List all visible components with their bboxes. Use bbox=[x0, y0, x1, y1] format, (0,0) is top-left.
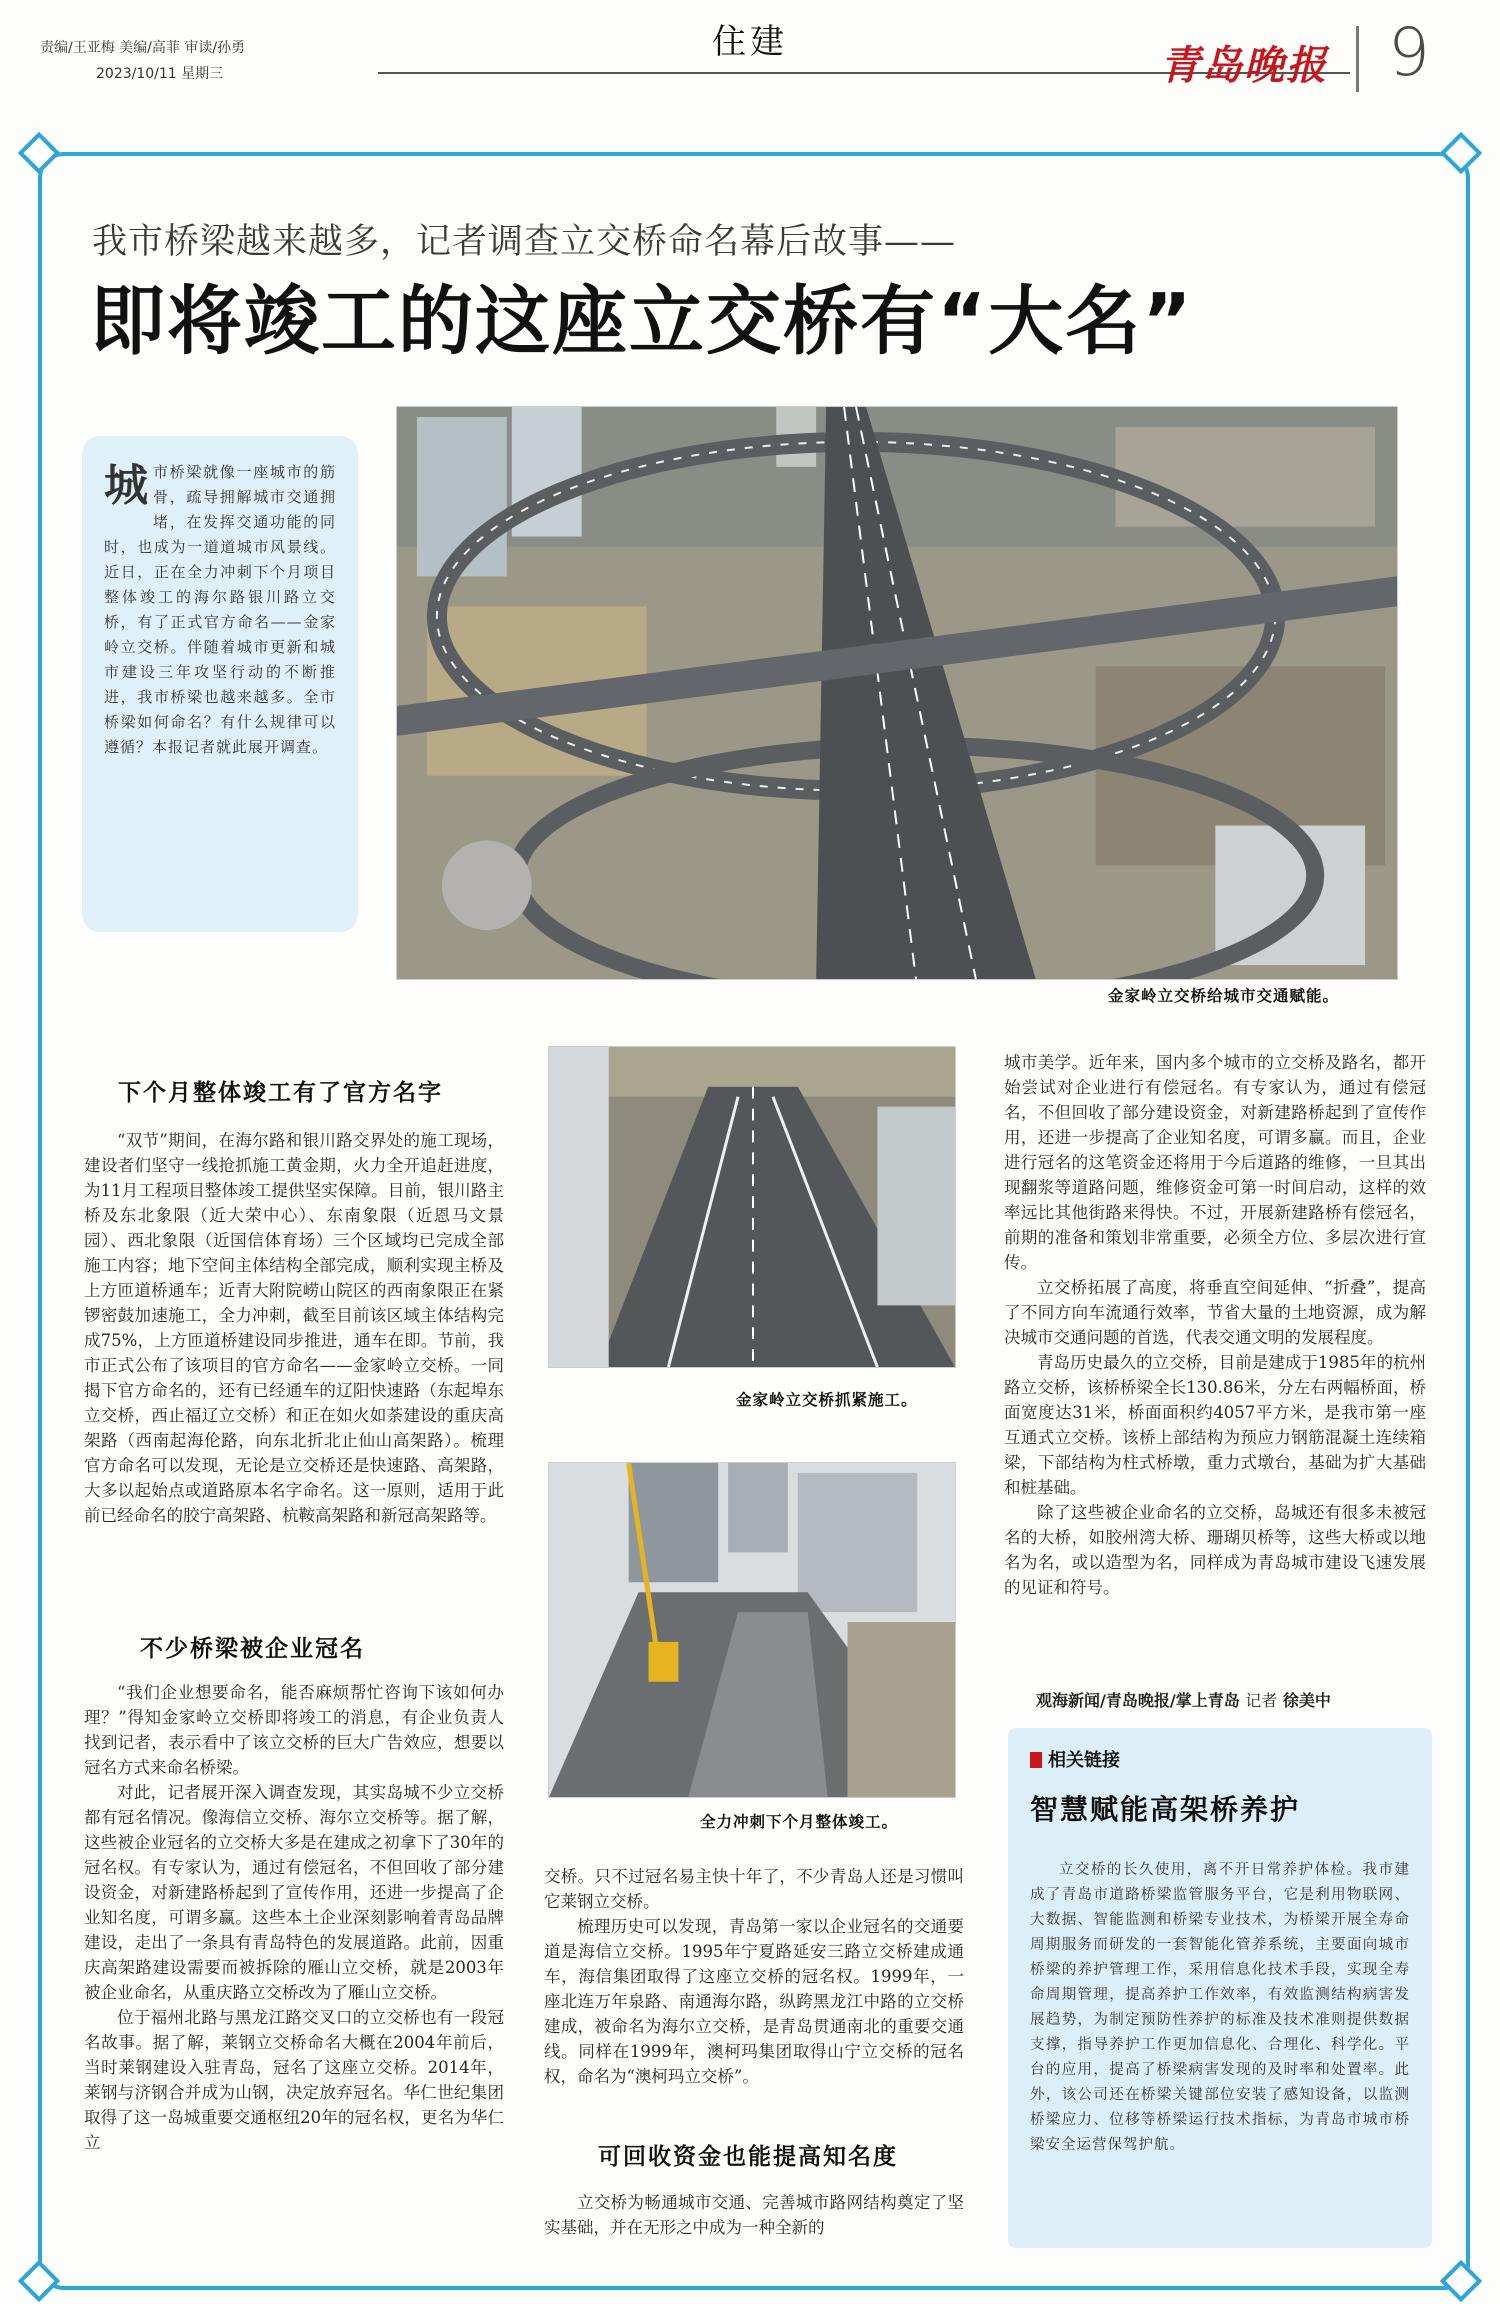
lead-dropcap: 城 bbox=[104, 460, 149, 511]
main-photo-caption: 金家岭立交桥给城市交通赋能。 bbox=[1108, 987, 1340, 1005]
tag-marker-icon bbox=[1030, 1752, 1042, 1768]
byline-source: 观海新闻/青岛晚报/掌上青岛 bbox=[1036, 1691, 1240, 1710]
headline-title: 即将竣工的这座立交桥有“大名” bbox=[90, 277, 1194, 365]
lead-box bbox=[82, 436, 358, 932]
section-label: 住建 bbox=[690, 14, 810, 68]
sidebar-text: 立交桥的长久使用，离不开日常养护体检。我市建成了青岛市道路桥梁监管服务平台，它是利用物联网、大数据、智能监测和桥梁专业技术，为桥梁开展全寿命周期服务而研发的一套智能化管养系统，主要面向城市桥梁的养护管理工作，采用信息化技术手段，实现全寿命周期管理，提高养护工作效率，有效监测结构病害发展趋势，为制定预防性养护的标准及技术准则提供数据支撑，指导养护工作更加信息化、合理化、科学化。平台的应用，提高了桥梁病害发现的及时率和处置率。此外，该公司还在桥梁关键部位安装了感知设备，以监测桥梁应力、位移等桥梁运行技术指标，为青岛市城市桥梁安全运营保驾护航。 bbox=[1030, 1862, 1410, 2153]
sidebar-title: 智慧赋能高架桥养护 bbox=[1030, 1793, 1301, 1826]
related-sidebar bbox=[1008, 1728, 1432, 2248]
col3-paragraph-4: 除了这些被企业命名的立交桥，岛城还有很多未被冠名的大桥，如胶州湾大桥、珊瑚贝桥等，这些大桥或以地名为名，或以造型为名，同样成为青岛城市建设飞速发展的见证和符号。 bbox=[1004, 1503, 1426, 1597]
col3-paragraph-1: 城市美学。近年来，国内多个城市的立交桥及路名，都开始尝试对企业进行有偿冠名。有专家认为，通过有偿冠名，不但回收了部分建设资金，对新建路桥起到了宣传作用，还进一步提高了企业知名度，可谓多赢。而且，企业进行冠名的这笔资金还将用于今后道路的维修，一旦其出现翻浆等道路问题，维修资金可第一时间启动，这样的效率远比其他街路来得快。不过，开展新建路桥有偿冠名，前期的准备和策划非常重要，必须全方位、多层次进行宣传。 bbox=[1004, 1053, 1426, 1272]
col2-continuation: 交桥。只不过冠名易主快十年了，不少青岛人还是习惯叫它莱钢立交桥。 bbox=[544, 1867, 964, 1911]
page-divider bbox=[1356, 26, 1359, 92]
section2-body bbox=[84, 1680, 504, 2155]
byline-label: 记者 bbox=[1245, 1691, 1278, 1710]
newspaper-logo: 青岛晚报 bbox=[1160, 42, 1328, 89]
section2-heading: 不少桥梁被企业冠名 bbox=[140, 1636, 365, 1662]
section1-text: “双节”期间，在海尔路和银川路交界处的施工现场，建设者们坚守一线抢抓施工黄金期，火力全开追赶进度，为11月工程项目整体竣工提供坚实保障。目前，银川路主桥及东北象限（近大荣中心）、东南象限（近恩马文景园）、西北象限（近国信体育场）三个区域均已完成全部施工内容；地下空间主体结构全部完成，顺利实现主桥及上方匝道桥通车；近青大附院崂山院区的西南象限正在紧锣密鼓加速施工，全力冲刺，截至目前该区域主体结构完成75%，上方匝道桥建设同步推进，通车在即。节前，我市正式公布了该项目的官方命名——金家岭立交桥。一同揭下官方命名的，还有已经通车的辽阳快速路（东起埠东立交桥，西止福辽立交桥）和正在如火如荼建设的重庆高架路（西南起海伦路，向东北折北止仙山高架路）。梳理官方命名可以发现，无论是立交桥还是快速路、高架路，大多以起始点或道路原本名字命名。这一原则，适用于此前已经命名的胶宁高架路、杭鞍高架路和新冠高架路等。 bbox=[84, 1131, 504, 1525]
issue-date: 2023/10/11 星期三 bbox=[96, 66, 224, 82]
low-photo bbox=[548, 1462, 956, 1798]
section2-paragraph-3: 位于福州北路与黑龙江路交叉口的立交桥也有一段冠名故事。据了解，莱钢立交桥命名大概在2004年前后，当时莱钢建设入驻青岛，冠名了这座立交桥。2014年，莱钢与济钢合并成为山钢，决定放弃冠名。华仁世纪集团取得了这一岛城重要交通枢纽20年的冠名权，更名为华仁立 bbox=[84, 2008, 504, 2152]
main-photo bbox=[396, 406, 1398, 980]
sidebar-tag bbox=[1030, 1746, 1410, 1772]
section1-heading: 下个月整体竣工有了官方名字 bbox=[118, 1080, 443, 1106]
page-number: 9 bbox=[1388, 14, 1430, 91]
section3-heading: 可回收资金也能提高知名度 bbox=[598, 2144, 898, 2170]
lead-text: 市桥梁就像一座城市的筋骨，疏导拥解城市交通拥堵，在发挥交通功能的同时，也成为一道道城市风景线。近日，正在全力冲刺下个月项目整体竣工的海尔路银川路立交桥，有了正式官方命名——金家岭立交桥。伴随着城市更新和城市建设三年攻坚行动的不断推进，我市桥梁也越来越多。全市桥梁如何命名？有什么规律可以遵循？本报记者就此展开调查。 bbox=[104, 463, 336, 756]
col2-paragraph-2: 立交桥为畅通城市交通、完善城市路网结构奠定了坚实基础，并在无形之中成为一种全新的 bbox=[544, 2193, 964, 2237]
editors-credit: 责编/王亚梅 美编/高菲 审读/孙勇 bbox=[40, 40, 246, 56]
mid-photo-caption: 金家岭立交桥抓紧施工。 bbox=[736, 1391, 918, 1409]
col3-paragraph-3: 青岛历史最久的立交桥，目前是建成于1985年的杭州路立交桥，该桥桥梁全长130.86米，分左右两幅桥面，桥面宽度达31米，桥面面积约4057平方米，是我市第一座互通式立交桥。该桥上部结构为预应力钢筋混凝土连续箱梁，下部结构为柱式桥墩，重力式墩台，基础为扩大基础和桩基础。 bbox=[1004, 1353, 1426, 1497]
mid-photo bbox=[548, 1046, 956, 1368]
col2-paragraph-1: 梳理历史可以发现，青岛第一家以企业冠名的交通要道是海信立交桥。1995年宁夏路延安三路立交桥建成通车，海信集团取得了这座立交桥的冠名权。1999年，一座北连万年泉路、南通海尔路，纵跨黑龙江中路的立交桥建成，被命名为海尔立交桥，是青岛贯通南北的重要交通线。同样在1999年，澳柯玛集团取得山宁立交桥的冠名权，命名为“澳柯玛立交桥”。 bbox=[544, 1917, 964, 2086]
headline-kicker: 我市桥梁越来越多，记者调查立交桥命名幕后故事—— bbox=[92, 222, 957, 262]
low-photo-caption: 全力冲刺下个月整体竣工。 bbox=[700, 1813, 899, 1831]
sidebar-tag-label: 相关链接 bbox=[1048, 1750, 1120, 1771]
section2-paragraph-2: 对此，记者展开深入调查发现，其实岛城不少立交桥都有冠名情况。像海信立交桥、海尔立交桥等。据了解，这些被企业冠名的立交桥大多是在建成之初拿下了30年的冠名权。有专家认为，通过有偿冠名，不但回收了部分建设资金，对新建路桥起到了宣传作用，还进一步提高了企业知名度，可谓多赢。这些本土企业深刻影响着青岛品牌建设，走出了一条具有青岛特色的发展道路。此前，因重庆高架路建设需要而被拆除的雁山立交桥，就是2003年被企业命名，从重庆路立交桥改为了雁山立交桥。 bbox=[84, 1783, 504, 2002]
section2-paragraph-1: “我们企业想要命名，能否麻烦帮忙咨询下该如何办理？”得知金家岭立交桥即将竣工的消息，有企业负责人找到记者，表示看中了该立交桥的巨大广告效应，想要以冠名方式来命名桥梁。 bbox=[84, 1683, 504, 1777]
col3-paragraph-2: 立交桥拓展了高度，将垂直空间延伸、“折叠”，提高了不同方向车流通行效率，节省大量的土地资源，成为解决城市交通问题的首选，代表交通文明的发展程度。 bbox=[1004, 1278, 1426, 1347]
byline-name: 徐美中 bbox=[1282, 1691, 1331, 1710]
byline bbox=[1036, 1688, 1331, 1711]
col2-body bbox=[544, 1864, 964, 2089]
col3-body bbox=[1004, 1050, 1426, 1600]
